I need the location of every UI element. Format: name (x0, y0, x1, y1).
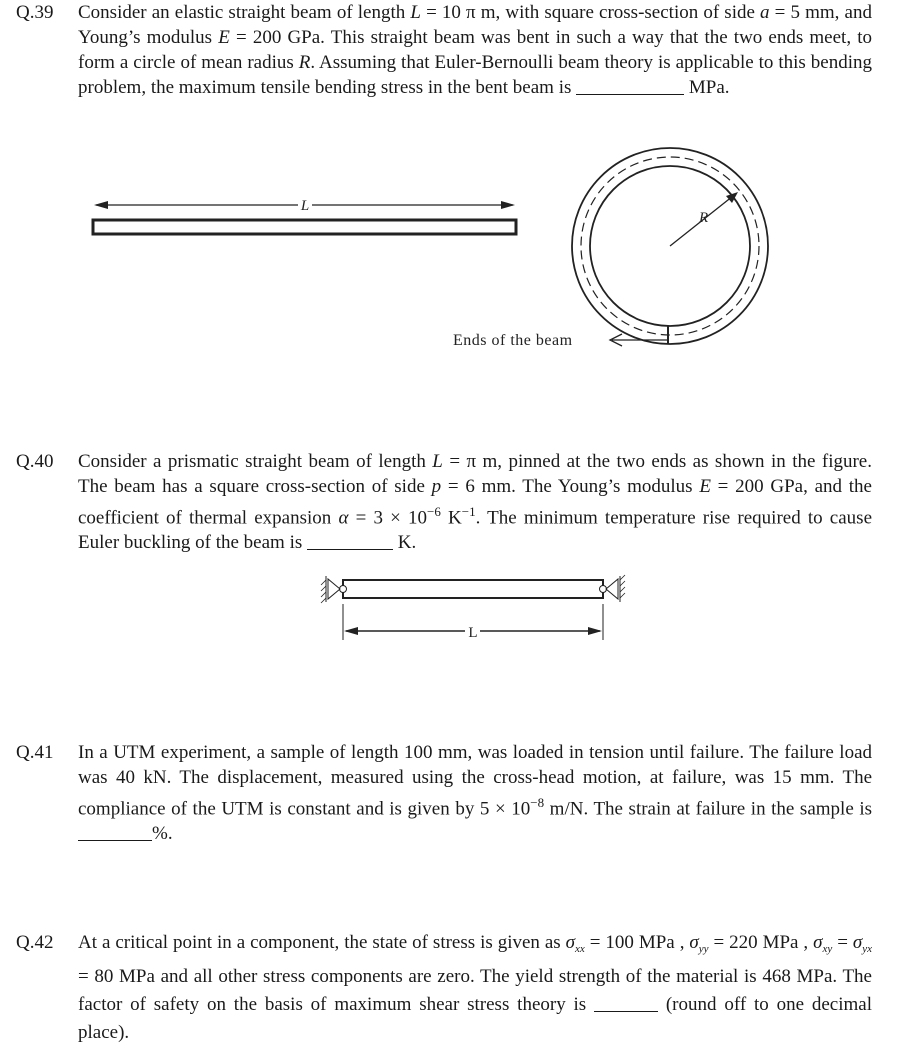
answer-blank (78, 824, 152, 841)
question-number: Q.41 (16, 742, 54, 763)
pinned-beam (343, 580, 603, 598)
question-number: Q.40 (16, 451, 54, 472)
question-text: Consider an elastic straight beam of length L = 10 π m, with square cross-section of side a = 5 mm, and Young’s modulus E = 200 GPa. This straight beam was bent in such a way that the two ends meet, to form a circle of mean radius R. Assuming that Euler-Bernoulli beam theory is applicable to this bending problem, the maximum tensile bending stress in the bent beam is MPa. (78, 2, 872, 98)
arrow-left-icon (344, 627, 358, 635)
question-text: In a UTM experiment, a sample of length 100 mm, was loaded in tension until failure. The failure load was 40 kN. The displacement, measured using the cross-head motion, at failure, was 15 mm. The compliance of the UTM is constant and is given by $5 \times 10^{-8}$ m/N. The strain at failure in the sample is %. (78, 742, 872, 845)
label-L: L (468, 625, 478, 641)
arrow-right-icon (588, 627, 602, 635)
question-text: At a critical point in a component, the state of stress is given as $\sigma_{xx} = 100$ MPa , $\sigma_{yy} = 220$ MPa , $\sigma_{xy} = \sigma_{yx} = 80$ MPa and all other stress components are zero. The yield strength of the material is 468 MPa. The factor of safety on the basis of maximum shear stress theory is (round off to one decimal place). (78, 932, 873, 1043)
question-number: Q.39 (16, 2, 54, 23)
label-L: L (300, 198, 310, 214)
question-text: Consider a prismatic straight beam of length L = π m, pinned at the two ends as shown in the figure. The beam has a square cross-section of side p = 6 mm. The Young’s modulus E = 200 GPa, and the coefficient of thermal expansion $\alpha = 3 \times 10^{-6}$ $K^{-1}$. The minimum temperature rise required to cause Euler buckling of the beam is K. (78, 451, 872, 554)
ends-of-beam-label: Ends of the beam (453, 332, 573, 349)
answer-blank (594, 995, 658, 1012)
label-R: R (699, 210, 709, 226)
question-number: Q.42 (16, 932, 54, 953)
